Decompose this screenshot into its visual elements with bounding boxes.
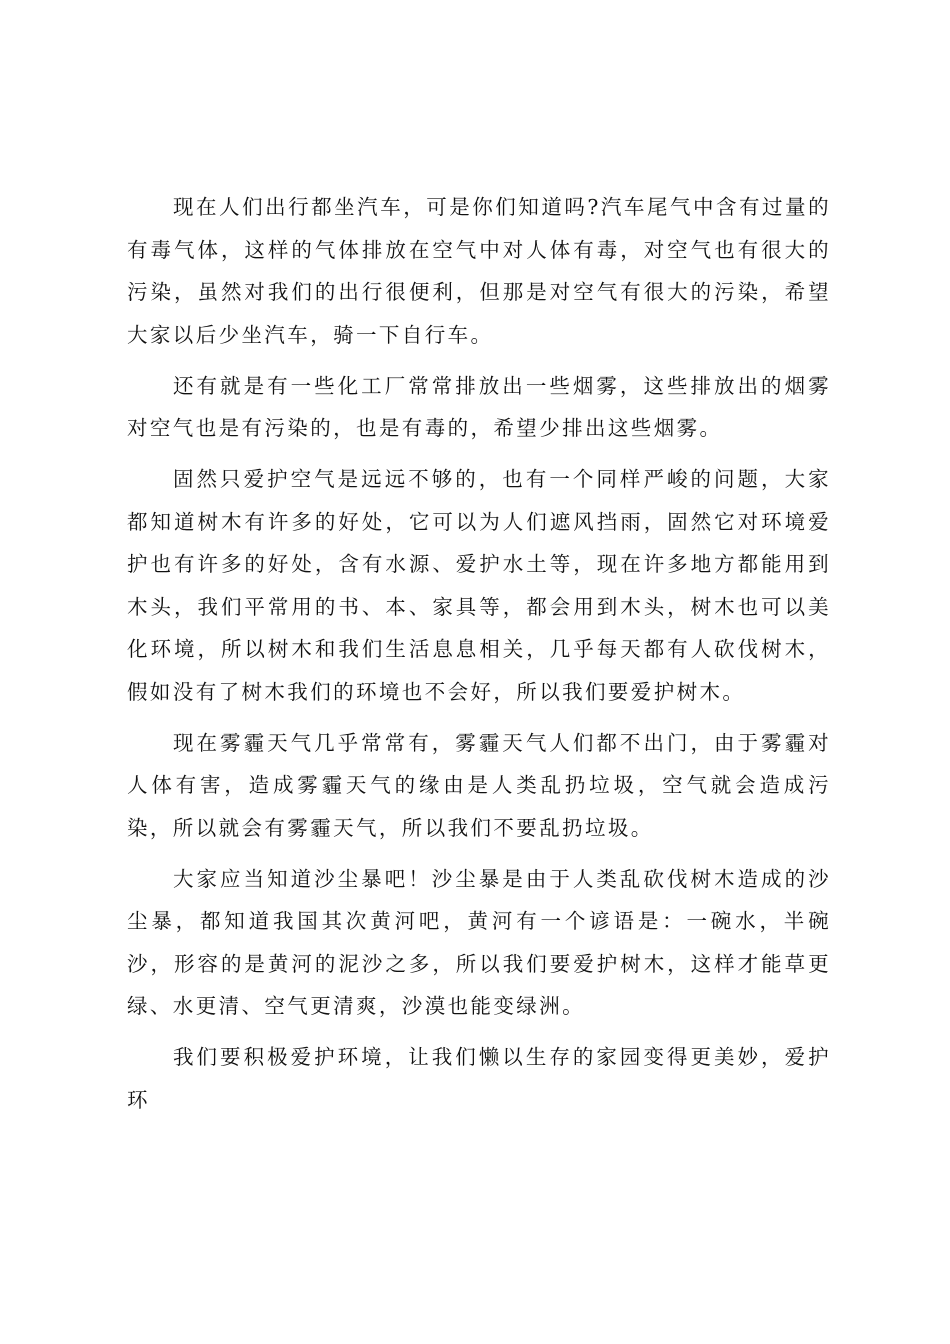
paragraph-sandstorm: 大家应当知道沙尘暴吧！沙尘暴是由于人类乱砍伐树木造成的沙尘暴，都知道我国其次黄河吧，黄河有一个谚语是：一碗水，半碗沙，形容的是黄河的泥沙之多，所以我们要爱护树木，这样才能草更绿、水更清、空气更清爽，沙漠也能变绿洲。 <box>127 866 831 1018</box>
paragraph-car-exhaust: 现在人们出行都坐汽车，可是你们知道吗?汽车尾气中含有过量的有毒气体，这样的气体排放在空气中对人体有毒，对空气也有很大的污染，虽然对我们的出行很便利，但那是对空气有很大的污染，希望大家以后少坐汽车，骑一下自行车。 <box>127 195 831 347</box>
paragraph-haze-weather: 现在雾霾天气几乎常常有，雾霾天气人们都不出门，由于雾霾对人体有害，造成雾霾天气的缘由是人类乱扔垃圾，空气就会造成污染，所以就会有雾霾天气，所以我们不要乱扔垃圾。 <box>127 730 831 840</box>
paragraph-factory-smoke: 还有就是有一些化工厂常常排放出一些烟雾，这些排放出的烟雾对空气也是有污染的，也是有毒的，希望少排出这些烟雾。 <box>127 373 831 440</box>
paragraph-protect-environment: 我们要积极爱护环境，让我们懒以生存的家园变得更美妙，爱护环 <box>127 1045 831 1112</box>
paragraph-protect-trees: 固然只爱护空气是远远不够的，也有一个同样严峻的问题，大家都知道树木有许多的好处，它可以为人们遮风挡雨，固然它对环境爱护也有许多的好处，含有水源、爱护水土等，现在许多地方都能用到木头，我们平常用的书、本、家具等，都会用到木头，树木也可以美化环境，所以树木和我们生活息息相关，几乎每天都有人砍伐树木，假如没有了树木我们的环境也不会好，所以我们要爱护树木。 <box>127 467 831 704</box>
document-body <box>127 186 831 1130</box>
